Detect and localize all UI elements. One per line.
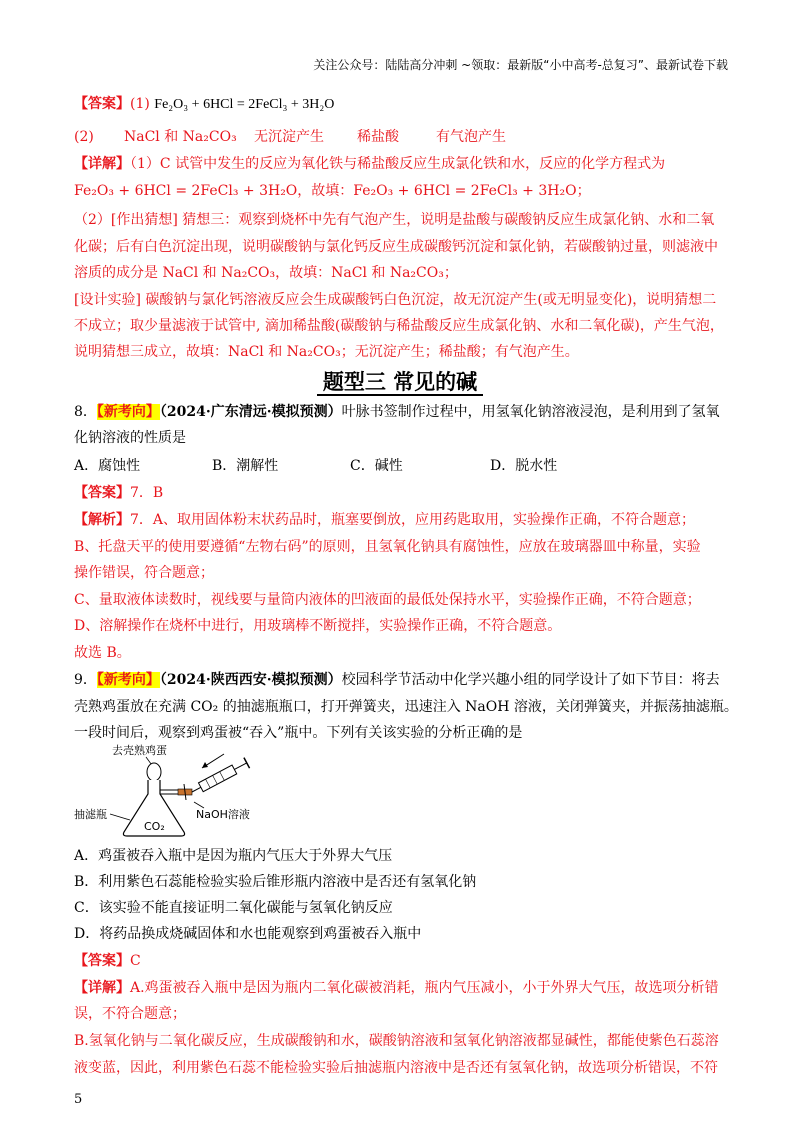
- page-header: 关注公众号：陆陆高分冲刺 ~领取：最新版“小中高考-总复习”、最新试卷下载: [313, 58, 728, 72]
- detail1-line-2: Fe₂O₃ + 6HCl = 2FeCl₃ + 3H₂O，故填：Fe₂O₃ + 6HCl = 2FeCl₃ + 3H₂O；: [74, 183, 591, 199]
- detail1-text-1: （1）C 试管中发生的反应为氧化铁与稀盐酸反应生成氯化铁和水，反应的化学方程式为: [130, 156, 666, 172]
- q9-line-3: 一段时间后，观察到鸡蛋被“吞入”瓶中。下列有关该实验的分析正确的是: [74, 725, 523, 741]
- flask-label: 抽滤瓶: [74, 808, 107, 821]
- flask-pointer: [110, 814, 130, 820]
- detail1-line-8: 说明猜想三成立，故填：NaCl 和 Na₂CO₃；无沉淀产生；稀盐酸；有气泡产生。: [74, 344, 579, 360]
- q8-analysis-5: D、溶解操作在烧杯中进行，用玻璃棒不断搅拌，实验操作正确，不符合题意。: [74, 618, 562, 634]
- q9-line-2: 壳熟鸡蛋放在充满 CO₂ 的抽滤瓶瓶口，打开弹簧夹，迅速注入 NaOH 溶液，关闭弹簧夹，并振荡抽滤瓶。: [74, 699, 738, 715]
- q8-option-d: D．脱水性: [490, 458, 558, 474]
- answer-bubbles: 有气泡产生: [436, 129, 506, 145]
- q8-option-a: A．腐蚀性: [74, 458, 141, 474]
- answer-equation: Fe₂O₃ + 6HCl = 2FeCl₃ + 3H₂O: [154, 97, 335, 112]
- detail1-line-3: （2）[作出猜想] 猜想三：观察到烧杯中先有气泡产生，说明是盐酸与碳酸钠反应生成氯化钠、水和二氧: [74, 212, 715, 228]
- q9-number: 9．: [74, 672, 97, 688]
- q9-option-b: B．利用紫色石蕊能检验实验后锥形瓶内溶液中是否还有氢氧化钠: [74, 874, 477, 890]
- answer-no-precipitate: 无沉淀产生: [254, 129, 324, 145]
- detail-tag: 【详解】: [74, 156, 130, 172]
- q8-analysis-6: 故选 B。: [74, 645, 131, 661]
- q8-line-1: [74, 402, 730, 422]
- q9-detail-tag: 【详解】: [74, 980, 130, 996]
- page-number: 5: [74, 1092, 83, 1107]
- q8-source: （2024·广东清远·模拟预测）: [159, 404, 342, 420]
- q8-stem-1: 叶脉书签制作过程中，用氢氧化钠溶液浸泡，是利用到了氢氧: [341, 404, 720, 420]
- q8-analysis-text-1: 7．A、取用固体粉末状药品时，瓶塞要倒放，应用药匙取用，实验操作正确，不符合题意；: [130, 512, 696, 528]
- q8-analysis-tag: 【解析】: [74, 512, 130, 528]
- answer-reagent: 稀盐酸: [357, 129, 399, 145]
- detail1-line-6: [设计实验] 碳酸钠与氯化钙溶液反应会生成碳酸钙白色沉淀，故无沉淀产生(或无明显变化)，说明猜想二: [74, 292, 717, 308]
- q9-answer-tag: 【答案】: [74, 953, 130, 969]
- q9-detail-2: 误，不符合题意；: [74, 1006, 186, 1022]
- q8-analysis-1: [74, 510, 730, 530]
- answer-solutes: NaCl 和 Na₂CO₃: [124, 129, 237, 145]
- answer-part-number-2: (2): [74, 129, 94, 145]
- q8-badge: 【新考向】: [96, 404, 160, 420]
- q9-line-1: [74, 670, 730, 690]
- q8-analysis-4: C、量取液体读数时，视线要与量筒内液体的凹液面的最低处保持水平，实验操作正确，不符合题意；: [74, 592, 701, 608]
- q9-answer: [74, 951, 730, 971]
- q9-source: （2024·陕西西安·模拟预测）: [159, 672, 342, 688]
- egg-shape: [147, 763, 161, 781]
- q8-option-c: C．碱性: [350, 458, 403, 474]
- q8-line-2: 化钠溶液的性质是: [74, 430, 186, 446]
- section-title-text: 题型三 常见的碱: [317, 370, 483, 396]
- answer-line-1: [74, 94, 730, 115]
- experiment-diagram: [74, 744, 274, 840]
- q9-badge: 【新考向】: [96, 672, 160, 688]
- co2-label: CO₂: [144, 820, 165, 833]
- q9-option-d: D．将药品换成烧碱固体和水也能观察到鸡蛋被吞入瓶中: [74, 926, 422, 942]
- q8-analysis-3: 操作错误，符合题意；: [74, 565, 214, 581]
- detail1-line-7: 不成立；取少量滤液于试管中, 滴加稀盐酸(碳酸钠与稀盐酸反应生成氯化钠、水和二氧化碳)，产生气泡，: [74, 318, 724, 334]
- answer-tag: 【答案】: [74, 96, 130, 112]
- egg-label: 去壳熟鸡蛋: [112, 744, 167, 757]
- detail1-line-4: 化碳；后有白色沉淀出现，说明碳酸钠与氯化钙反应生成碳酸钙沉淀和氯化钠，若碳酸钠过量，则滤液中: [74, 239, 718, 255]
- naoh-label: NaOH溶液: [196, 808, 250, 821]
- q8-analysis-2: B、托盘天平的使用要遵循“左物右码”的原则，且氢氧化钠具有腐蚀性，应放在玻璃器皿中称量，实验: [74, 539, 701, 555]
- section-title: [0, 366, 800, 396]
- q9-detail-3: B.氢氧化钠与二氧化碳反应，生成碳酸钠和水，碳酸钠溶液和氢氧化钠溶液都显碱性，都能使紫色石蕊溶: [74, 1033, 719, 1049]
- q9-answer-value: C: [130, 953, 141, 969]
- q8-answer-tag: 【答案】: [74, 485, 130, 501]
- q9-detail-1: [74, 978, 730, 998]
- detail1-line-1: [74, 154, 730, 174]
- q9-detail-text-1: A.鸡蛋被吞入瓶中是因为瓶内二氧化碳被消耗，瓶内气压减小，小于外界大气压，故选项分析错: [130, 980, 719, 996]
- q9-option-c: C．该实验不能直接证明二氧化碳能与氢氧化钠反应: [74, 900, 393, 916]
- q8-number: 8．: [74, 404, 97, 420]
- q9-detail-4: 液变蓝，因此，利用紫色石蕊不能检验实验后抽滤瓶内溶液中是否还有氢氧化钠，故选项分析错误，不符: [74, 1060, 718, 1076]
- q9-option-a: A．鸡蛋被吞入瓶中是因为瓶内气压大于外界大气压: [74, 848, 393, 864]
- syringe: [189, 758, 249, 798]
- q8-answer-value: 7．B: [130, 485, 164, 501]
- q9-stem-1: 校园科学节活动中化学兴趣小组的同学设计了如下节目：将去: [341, 672, 720, 688]
- detail1-line-5: 溶质的成分是 NaCl 和 Na₂CO₃，故填：NaCl 和 Na₂CO₃；: [74, 265, 458, 281]
- answer-part-number: (1): [130, 96, 150, 112]
- q8-option-b: B．潮解性: [212, 458, 279, 474]
- q8-answer: [74, 483, 730, 503]
- answer-line-2: [74, 127, 730, 147]
